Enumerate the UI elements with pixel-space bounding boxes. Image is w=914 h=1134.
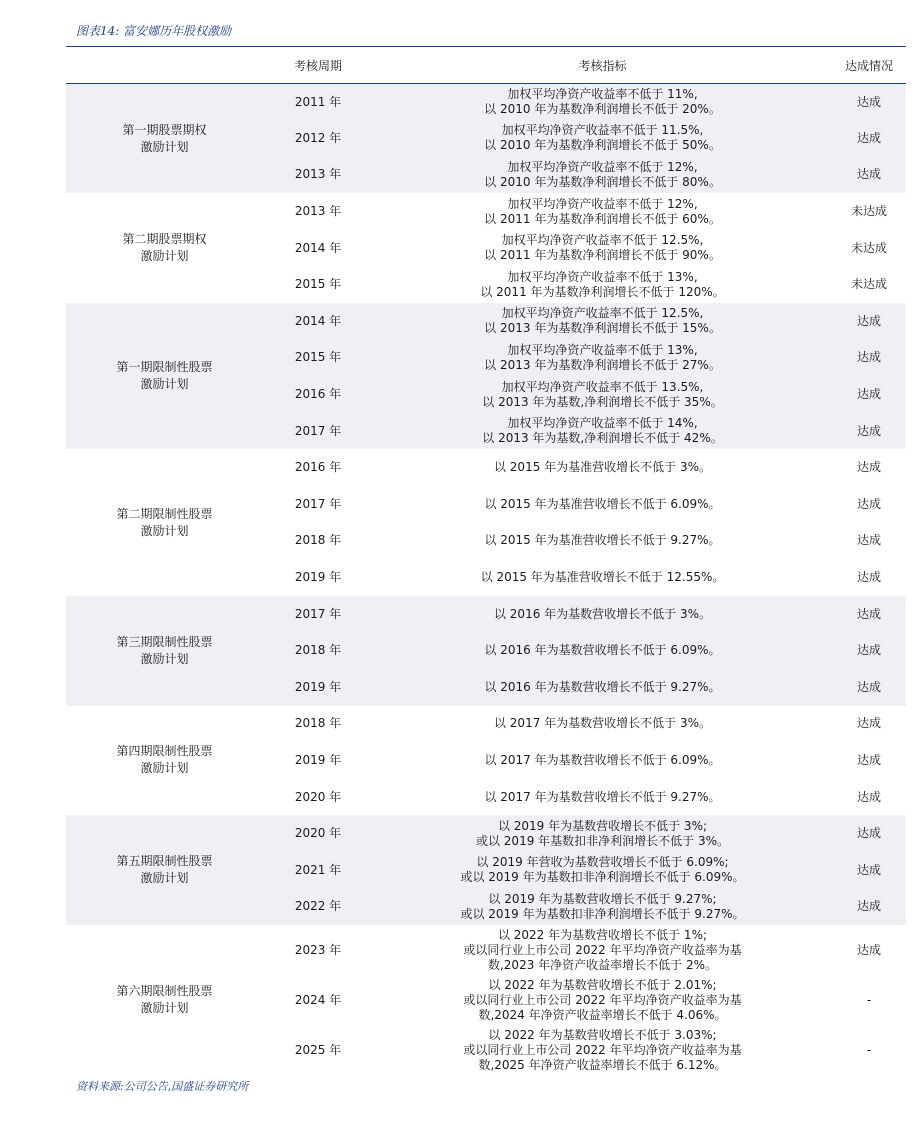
- metric-cell: [373, 742, 832, 779]
- plan-name-line: 第五期限制性股票: [116, 854, 213, 869]
- period-cell: 2022 年: [263, 889, 373, 926]
- period-cell: 2019 年: [294, 752, 342, 767]
- metric-cell: [373, 559, 832, 596]
- period-cell: 2015 年: [263, 340, 373, 377]
- metric-cell: [373, 376, 832, 413]
- status-cell: 达成: [832, 84, 906, 121]
- period-cell: 2018 年: [263, 632, 373, 669]
- status-cell: 达成: [832, 632, 906, 669]
- status-cell: 达成: [856, 942, 881, 957]
- metric-cell: [373, 340, 832, 377]
- status-cell: 未达成: [850, 204, 887, 219]
- header-period: 考核周期: [263, 47, 373, 84]
- plan-name-cell: [66, 706, 263, 816]
- metric-line: 或以 2019 年为基数扣非净利润增长不低于 6.09%。: [460, 870, 745, 885]
- metric-line: 加权平均净资产收益率不低于 13.5%,: [501, 379, 704, 394]
- metric-line: 以 2011 年为基数净利润增长不低于 60%。: [484, 211, 721, 226]
- status-cell: 未达成: [850, 240, 887, 255]
- status-cell: 达成: [856, 716, 881, 731]
- header-plan: [66, 47, 263, 84]
- metric-cell: [373, 120, 832, 157]
- table-row: [66, 84, 906, 121]
- metric-cell: [373, 889, 832, 926]
- metric-cell: [373, 596, 832, 633]
- header-status: 达成情况: [832, 47, 906, 84]
- plan-name-line: 激励计划: [140, 249, 189, 264]
- table-row: [66, 193, 906, 230]
- plan-name-line: 第二期股票期权: [122, 232, 207, 247]
- period-cell: 2012 年: [263, 120, 373, 157]
- table-row: [66, 596, 906, 633]
- metric-line: 以 2022 年为基数营收增长不低于 3.03%;: [488, 1027, 717, 1042]
- period-cell: 2014 年: [294, 240, 342, 255]
- plan-name-cell: [66, 303, 263, 449]
- metric-cell: [373, 815, 832, 852]
- period-cell: 2013 年: [294, 204, 342, 219]
- incentive-table: [66, 47, 906, 1075]
- status-cell: 达成: [856, 752, 881, 767]
- status-cell: 达成: [832, 669, 906, 706]
- metric-line: 以 2022 年为基数营收增长不低于 2.01%;: [488, 977, 717, 992]
- metric-line: 加权平均净资产收益率不低于 13%,: [507, 269, 698, 284]
- metric-line: 加权平均净资产收益率不低于 12.5%,: [501, 306, 704, 321]
- metric-line: 以 2010 年为基数净利润增长不低于 20%。: [484, 102, 721, 117]
- plan-name-line: 第六期限制性股票: [116, 984, 213, 999]
- plan-name-line: 第一期限制性股票: [116, 360, 213, 375]
- plan-name-cell: [66, 449, 263, 595]
- metric-line: 以 2015 年为基准营收增长不低于 3%。: [493, 460, 712, 475]
- plan-name-line: 第一期股票期权: [122, 122, 207, 137]
- period-cell: 2024 年: [294, 992, 342, 1007]
- metric-cell: [373, 449, 832, 486]
- period-cell: 2019 年: [294, 570, 342, 585]
- status-cell: 达成: [832, 376, 906, 413]
- table-row: [66, 449, 906, 486]
- status-cell: 达成: [856, 496, 881, 511]
- metric-line: 以 2019 年营收为基数营收增长不低于 6.09%;: [476, 855, 729, 870]
- metric-cell: [373, 1025, 832, 1075]
- metric-line: 加权平均净资产收益率不低于 13%,: [507, 342, 698, 357]
- period-cell: 2021 年: [263, 852, 373, 889]
- metric-line: 或以同行业上市公司 2022 年平均净资产收益率为基数,2025 年净资产收益率增长不低于 6.12%。: [463, 1042, 742, 1072]
- period-cell: 2018 年: [294, 716, 342, 731]
- period-cell: 2023 年: [294, 942, 342, 957]
- metric-cell: [373, 925, 832, 975]
- metric-line: 加权平均净资产收益率不低于 12%,: [507, 159, 698, 174]
- status-cell: -: [866, 1042, 872, 1057]
- status-cell: 未达成: [850, 277, 887, 292]
- metric-line: 或以同行业上市公司 2022 年平均净资产收益率为基数,2024 年净资产收益率增长不低于 4.06%。: [463, 992, 742, 1022]
- metric-line: 加权平均净资产收益率不低于 14%,: [507, 416, 698, 431]
- plan-name-line: 激励计划: [140, 651, 189, 666]
- status-cell: 达成: [832, 340, 906, 377]
- status-cell: 达成: [856, 789, 881, 804]
- metric-line: 以 2011 年为基数净利润增长不低于 90%。: [484, 248, 721, 263]
- table-body: [66, 84, 906, 1076]
- metric-cell: [373, 266, 832, 303]
- plan-name-line: 激励计划: [140, 871, 189, 886]
- source-note: 资料来源:公司公告,国盛证券研究所: [76, 1080, 249, 1093]
- metric-line: 或以 2019 年基数扣非净利润增长不低于 3%。: [475, 833, 730, 848]
- period-cell: 2016 年: [263, 376, 373, 413]
- metric-line: 以 2016 年为基数营收增长不低于 3%。: [493, 606, 712, 621]
- metric-cell: [373, 193, 832, 230]
- metric-cell: [373, 632, 832, 669]
- metric-cell: [373, 230, 832, 267]
- metric-line: 以 2017 年为基数营收增长不低于 9.27%。: [484, 789, 721, 804]
- metric-line: 或以同行业上市公司 2022 年平均净资产收益率为基数,2023 年净资产收益率增长不低于 2%。: [463, 942, 742, 972]
- metric-line: 以 2017 年为基数营收增长不低于 6.09%。: [484, 752, 721, 767]
- status-cell: 达成: [832, 303, 906, 340]
- metric-line: 以 2013 年为基数,净利润增长不低于 35%。: [482, 394, 723, 409]
- period-cell: 2017 年: [294, 496, 342, 511]
- metric-cell: [373, 852, 832, 889]
- figure-title: 图表14: 富安娜历年股权激励: [76, 24, 232, 38]
- status-cell: 达成: [832, 815, 906, 852]
- status-cell: 达成: [832, 157, 906, 194]
- status-cell: 达成: [832, 889, 906, 926]
- metric-cell: [373, 706, 832, 743]
- metric-line: 以 2019 年为基数营收增长不低于 3%;: [497, 818, 708, 833]
- plan-name-cell: [66, 193, 263, 303]
- plan-name-line: 激励计划: [140, 761, 189, 776]
- metric-line: 加权平均净资产收益率不低于 12%,: [507, 196, 698, 211]
- plan-name-line: 第四期限制性股票: [116, 744, 213, 759]
- metric-line: 以 2010 年为基数净利润增长不低于 50%。: [484, 138, 721, 153]
- status-cell: 达成: [832, 120, 906, 157]
- metric-cell: [373, 975, 832, 1025]
- metric-line: 以 2016 年为基数营收增长不低于 9.27%。: [484, 679, 721, 694]
- status-cell: 达成: [832, 852, 906, 889]
- plan-name-line: 激励计划: [140, 139, 189, 154]
- metric-cell: [373, 413, 832, 450]
- metric-line: 以 2015 年为基准营收增长不低于 6.09%。: [484, 496, 721, 511]
- period-cell: 2014 年: [263, 303, 373, 340]
- metric-line: 加权平均净资产收益率不低于 11.5%,: [501, 123, 704, 138]
- status-cell: 达成: [856, 460, 881, 475]
- plan-name-line: 激励计划: [140, 1001, 189, 1016]
- plan-name-cell: [66, 815, 263, 925]
- plan-name-line: 第三期限制性股票: [116, 634, 213, 649]
- metric-cell: [373, 779, 832, 816]
- plan-name-cell: [66, 84, 263, 194]
- metric-line: 以 2011 年为基数净利润增长不低于 120%。: [480, 284, 725, 299]
- metric-line: 以 2016 年为基数营收增长不低于 6.09%。: [484, 643, 721, 658]
- period-cell: 2020 年: [263, 815, 373, 852]
- metric-line: 加权平均净资产收益率不低于 12.5%,: [501, 233, 704, 248]
- period-cell: 2018 年: [294, 533, 342, 548]
- period-cell: 2011 年: [263, 84, 373, 121]
- period-cell: 2015 年: [294, 277, 342, 292]
- status-cell: 达成: [832, 596, 906, 633]
- metric-line: 以 2017 年为基数营收增长不低于 3%。: [493, 716, 712, 731]
- status-cell: 达成: [856, 570, 881, 585]
- metric-line: 加权平均净资产收益率不低于 11%,: [507, 87, 698, 102]
- metric-line: 以 2013 年为基数净利润增长不低于 27%。: [484, 357, 721, 372]
- metric-line: 或以 2019 年为基数扣非净利润增长不低于 9.27%。: [460, 906, 745, 921]
- plan-name-line: 第二期限制性股票: [116, 506, 213, 521]
- period-cell: 2020 年: [294, 789, 342, 804]
- table-row: [66, 815, 906, 852]
- metric-line: 以 2019 年为基数营收增长不低于 9.27%;: [488, 891, 717, 906]
- table-row: [66, 303, 906, 340]
- status-cell: 达成: [832, 413, 906, 450]
- metric-cell: [373, 486, 832, 523]
- table-row: [66, 706, 906, 743]
- metric-line: 以 2010 年为基数净利润增长不低于 80%。: [484, 174, 721, 189]
- metric-line: 以 2015 年为基准营收增长不低于 9.27%。: [484, 533, 721, 548]
- metric-cell: [373, 523, 832, 560]
- period-cell: 2016 年: [294, 460, 342, 475]
- metric-line: 以 2013 年为基数,净利润增长不低于 42%。: [482, 431, 723, 446]
- period-cell: 2013 年: [263, 157, 373, 194]
- plan-name-cell: [66, 925, 263, 1075]
- period-cell: 2017 年: [263, 596, 373, 633]
- status-cell: 达成: [856, 533, 881, 548]
- metric-cell: [373, 303, 832, 340]
- period-cell: 2019 年: [263, 669, 373, 706]
- metric-cell: [373, 669, 832, 706]
- metric-cell: [373, 157, 832, 194]
- plan-name-line: 激励计划: [140, 377, 189, 392]
- metric-line: 以 2013 年为基数净利润增长不低于 15%。: [484, 321, 721, 336]
- table-header-row: [66, 47, 906, 84]
- plan-name-line: 激励计划: [140, 523, 189, 538]
- metric-line: 以 2015 年为基准营收增长不低于 12.55%。: [480, 570, 725, 585]
- period-cell: 2017 年: [263, 413, 373, 450]
- header-metric: 考核指标: [373, 47, 832, 84]
- period-cell: 2025 年: [294, 1042, 342, 1057]
- plan-name-cell: [66, 596, 263, 706]
- metric-line: 以 2022 年为基数营收增长不低于 1%;: [497, 927, 708, 942]
- metric-cell: [373, 84, 832, 121]
- table-row: [66, 925, 906, 975]
- status-cell: -: [866, 992, 872, 1007]
